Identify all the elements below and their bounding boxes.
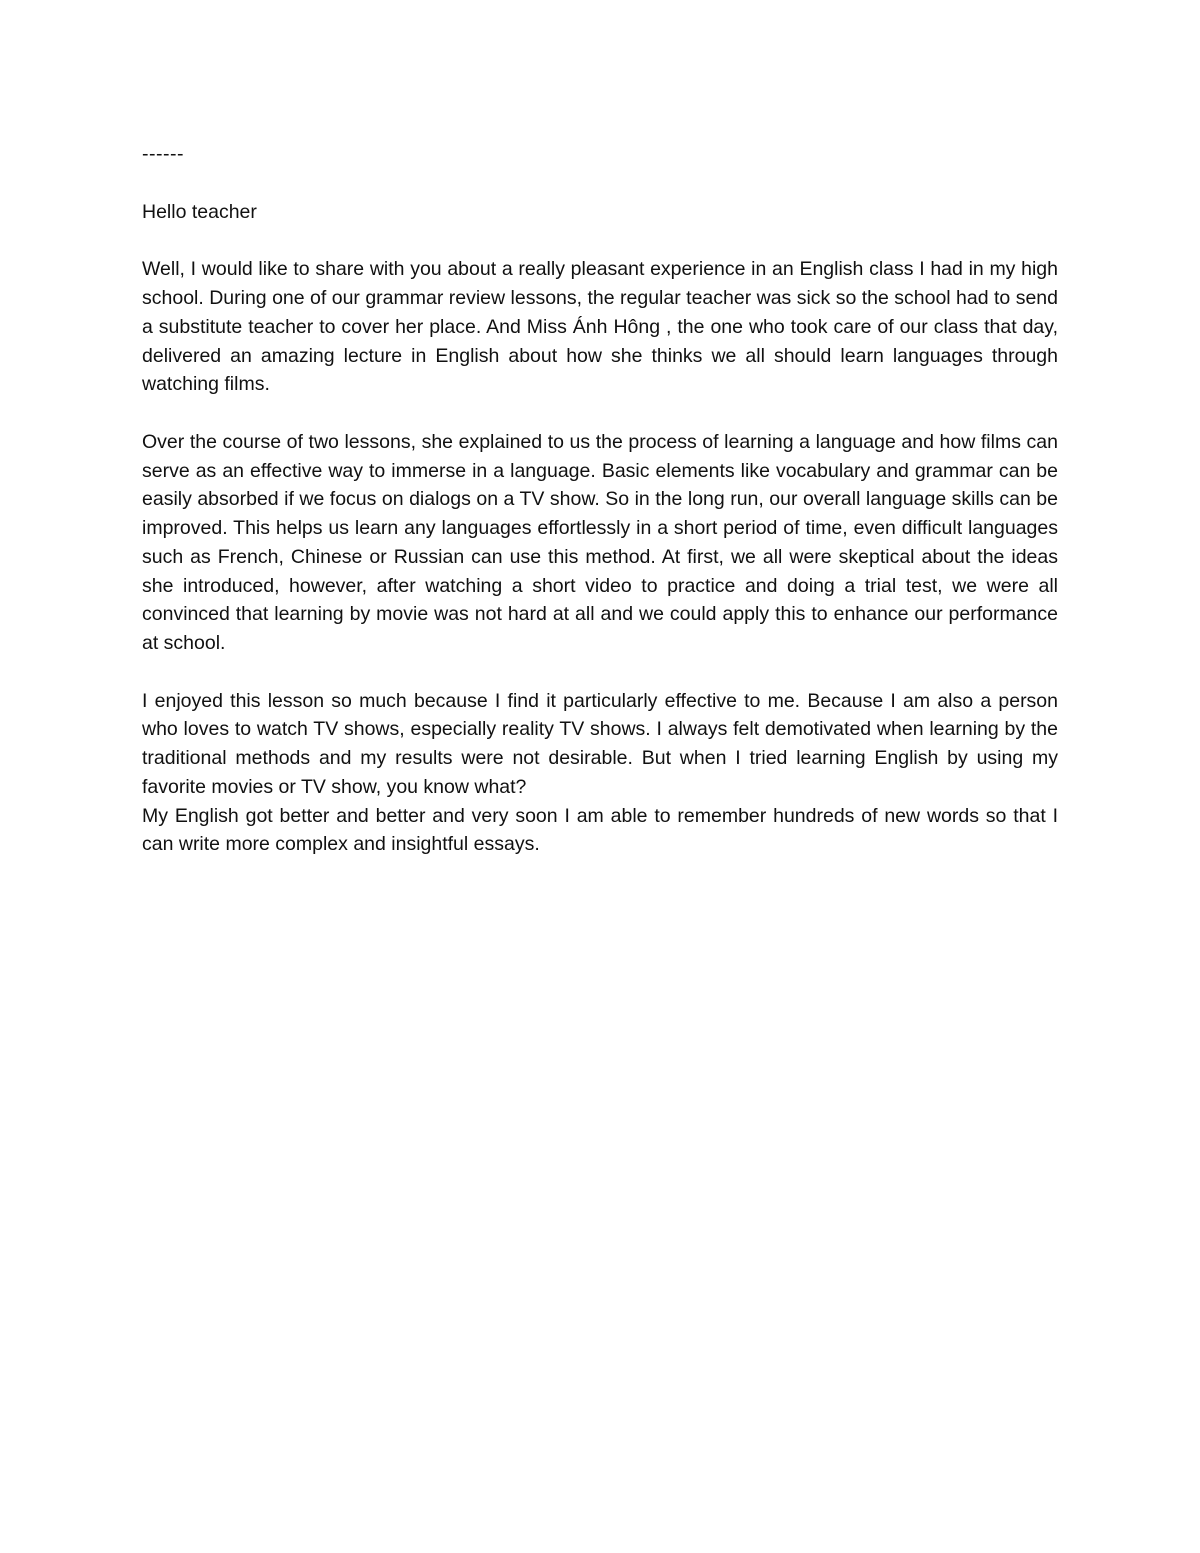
greeting: Hello teacher [142,200,257,223]
paragraph-3: I enjoyed this lesson so much because I find it particularly effective to me. Because I am also a person who loves to watch TV shows, especially reality TV shows. I always felt demotivated when learning by the traditional methods and my results were not desirable. But when I tried learning English by using my favorite movies or TV show, you know what? [142,689,1058,798]
paragraph-1: Well, I would like to share with you about a really pleasant experience in an English class I had in my high school. During one of our grammar review lessons, the regular teacher was sick so the school had to send a substitute teacher to cover her place. And Miss Ánh Hông , the one who took care of our class that day, delivered an amazing lecture in English about how she thinks we all should learn languages through watching films. [142,258,1058,396]
paragraph-2: Over the course of two lessons, she explained to us the process of learning a language and how films can serve as an effective way to immerse in a language. Basic elements like vocabulary and grammar can be easily absorbed if we focus on dialogs on a TV show. So in the long run, our overall language skills can be improved. This helps us learn any languages effortlessly in a short period of time, even difficult languages such as French, Chinese or Russian can use this method. At first, we all were skeptical about the ideas she introduced, however, after watching a short video to practice and doing a trial test, we were all convinced that learning by movie was not hard at all and we could apply this to enhance our performance at school. [142,430,1058,654]
separator-line: ------ [142,143,184,165]
document-body [142,140,1058,859]
closing-paragraph: My English got better and better and very soon I am able to remember hundreds of new words so that I can write more complex and insightful essays. [142,804,1058,856]
